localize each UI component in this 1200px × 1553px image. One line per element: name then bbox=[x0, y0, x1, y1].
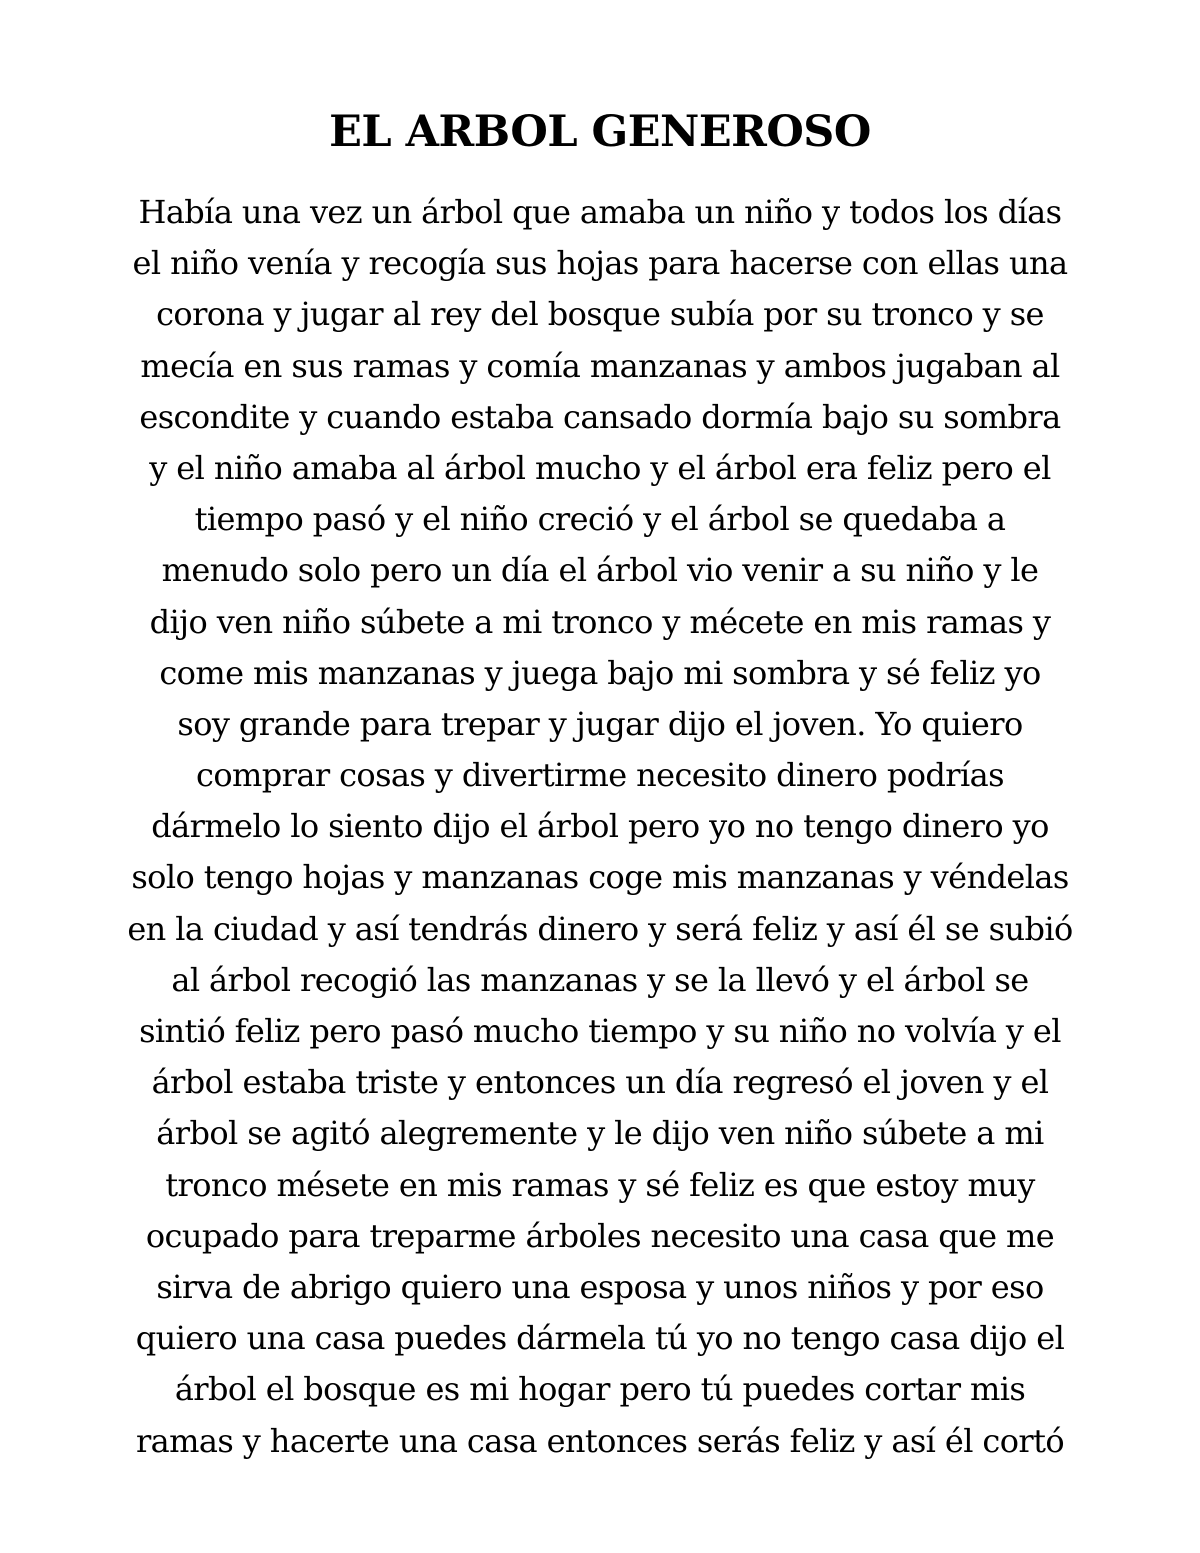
story-line: come mis manzanas y juega bajo mi sombra y sé feliz yo bbox=[159, 653, 1041, 692]
story-line: árbol estaba triste y entonces un día regresó el joven y el bbox=[151, 1063, 1049, 1102]
document-title: EL ARBOL GENEROSO bbox=[329, 107, 871, 157]
story-line: corona y jugar al rey del bosque subía por su tronco y se bbox=[156, 295, 1044, 334]
story-line: en la ciudad y así tendrás dinero y será feliz y así él se subió bbox=[127, 909, 1073, 948]
story-line: quiero una casa puedes dármela tú yo no tengo casa dijo el bbox=[135, 1319, 1065, 1358]
story-line: al árbol recogió las manzanas y se la llevó y el árbol se bbox=[171, 960, 1029, 999]
story-line: sintió feliz pero pasó mucho tiempo y su niño no volvía y el bbox=[139, 1012, 1061, 1050]
story-line: árbol el bosque es mi hogar pero tú puedes cortar mis bbox=[174, 1370, 1026, 1409]
story-line: soy grande para trepar y jugar dijo el joven. Yo quiero bbox=[177, 704, 1023, 743]
story-line: sirva de abrigo quiero una esposa y unos niños y por eso bbox=[156, 1267, 1044, 1306]
story-line: el niño venía y recogía sus hojas para hacerse con ellas una bbox=[132, 244, 1068, 283]
story-line: mecía en sus ramas y comía manzanas y ambos jugaban al bbox=[140, 346, 1060, 385]
story-line: ramas y hacerte una casa entonces serás feliz y así él cortó bbox=[135, 1421, 1065, 1460]
story-line: Había una vez un árbol que amaba un niño y todos los días bbox=[138, 193, 1062, 231]
story-body bbox=[80, 187, 1120, 1467]
story-line: árbol se agitó alegremente y le dijo ven niño súbete a mi bbox=[156, 1114, 1044, 1153]
story-line: y el niño amaba al árbol mucho y el árbol era feliz pero el bbox=[149, 448, 1051, 487]
story-line: ocupado para treparme árboles necesito una casa que me bbox=[145, 1216, 1055, 1255]
story-line: escondite y cuando estaba cansado dormía bajo su sombra bbox=[139, 397, 1061, 436]
story-line: menudo solo pero un día el árbol vio venir a su niño y le bbox=[161, 551, 1039, 590]
story-line: tiempo pasó y el niño creció y el árbol se quedaba a bbox=[194, 500, 1006, 539]
story-line: comprar cosas y divertirme necesito dinero podrías bbox=[196, 756, 1004, 795]
story-line: dármelo lo siento dijo el árbol pero yo no tengo dinero yo bbox=[151, 807, 1049, 846]
story-line: tronco mésete en mis ramas y sé feliz es que estoy muy bbox=[165, 1165, 1035, 1204]
story-line: dijo ven niño súbete a mi tronco y mécete en mis ramas y bbox=[149, 602, 1051, 641]
story-line: solo tengo hojas y manzanas coge mis manzanas y véndelas bbox=[131, 858, 1069, 897]
